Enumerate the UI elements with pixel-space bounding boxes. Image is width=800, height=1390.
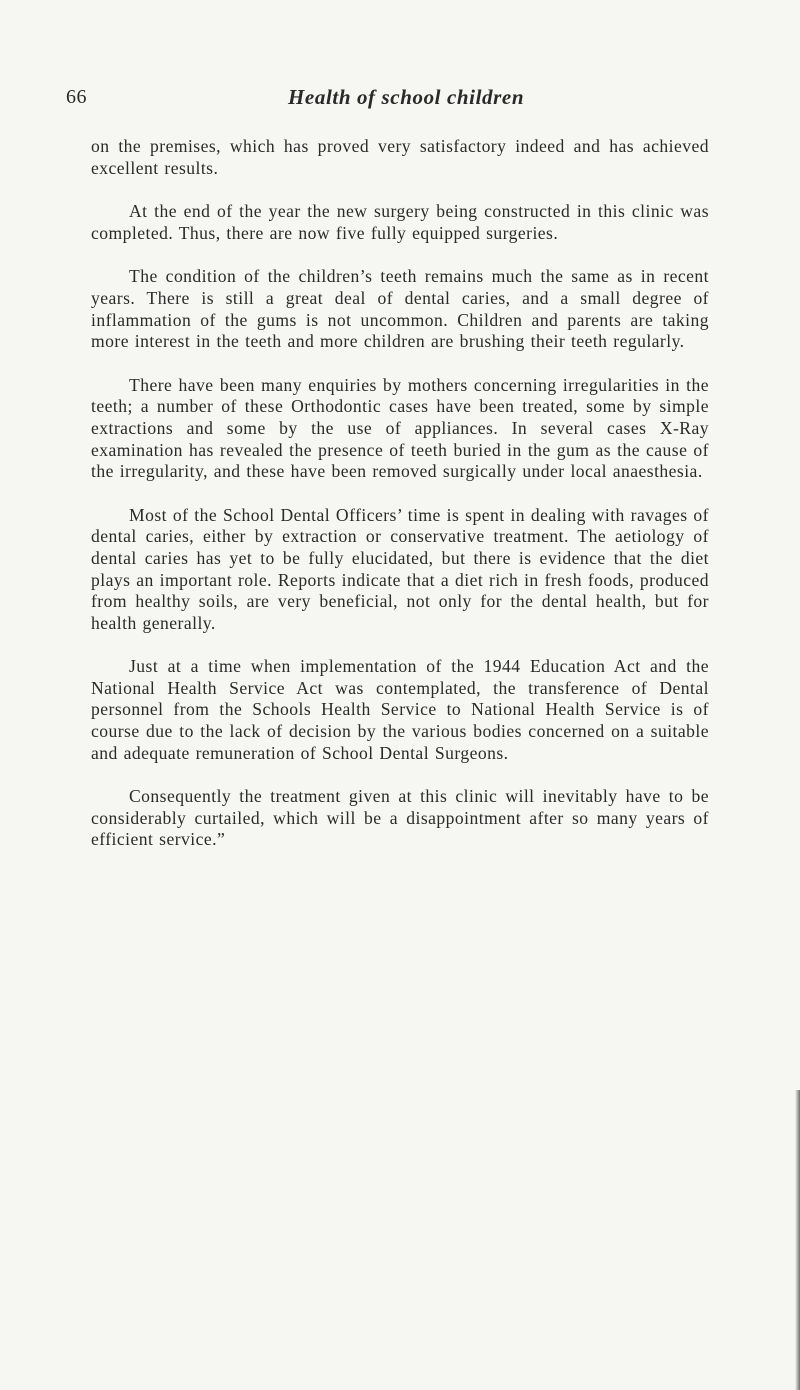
- paragraph-conclusion: Consequently the treatment given at this clinic will inevitably have to be considerably curtailed, which will be a disappointment after so many years of efficient service.”: [91, 786, 709, 850]
- running-title: Health of school children: [288, 85, 525, 109]
- body-text: [91, 136, 709, 873]
- paragraph-new-surgery: At the end of the year the new surgery being constructed in this clinic was completed. Thus, there are now five fully equipped surgeries.: [91, 201, 709, 243]
- paragraph-dental-caries: Most of the School Dental Officers’ time is spent in dealing with ravages of dental caries, either by extraction or conservative treatment. The aetiology of dental caries has yet to be fully elucidated, but there is evidence that the diet plays an important role. Reports indicate that a diet rich in fresh foods, produced from healthy soils, are very beneficial, not only for the dental health, but for health generally.: [91, 504, 709, 633]
- paragraph-continuation: on the premises, which has proved very satisfactory indeed and has achieved excellent results.: [91, 136, 709, 178]
- paragraph-orthodontic: There have been many enquiries by mothers concerning irregularities in the teeth; a number of these Orthodontic cases have been treated, some by simple extractions and some by the use of appliances. In several cases X-Ray examination has revealed the presence of teeth buried in the gum as the cause of the irregularity, and these have been removed surgically under local anaesthesia.: [91, 374, 709, 482]
- page-edge-shadow: [795, 1090, 800, 1390]
- page-header: [66, 86, 706, 116]
- paragraph-teeth-condition: The condition of the children’s teeth remains much the same as in recent years. There is still a great deal of dental caries, and a small degree of inflammation of the gums is not uncommon. Children and parents are taking more interest in the teeth and more children are brushing their teeth regularly.: [91, 266, 709, 352]
- paragraph-personnel-transfer: Just at a time when implementation of the 1944 Education Act and the National Health Service Act was contemplated, the transference of Dental personnel from the Schools Health Service to National Health Service is of course due to the lack of decision by the various bodies concerned on a suitable and adequate remuneration of School Dental Surgeons.: [91, 656, 709, 763]
- page-number: 66: [66, 86, 87, 108]
